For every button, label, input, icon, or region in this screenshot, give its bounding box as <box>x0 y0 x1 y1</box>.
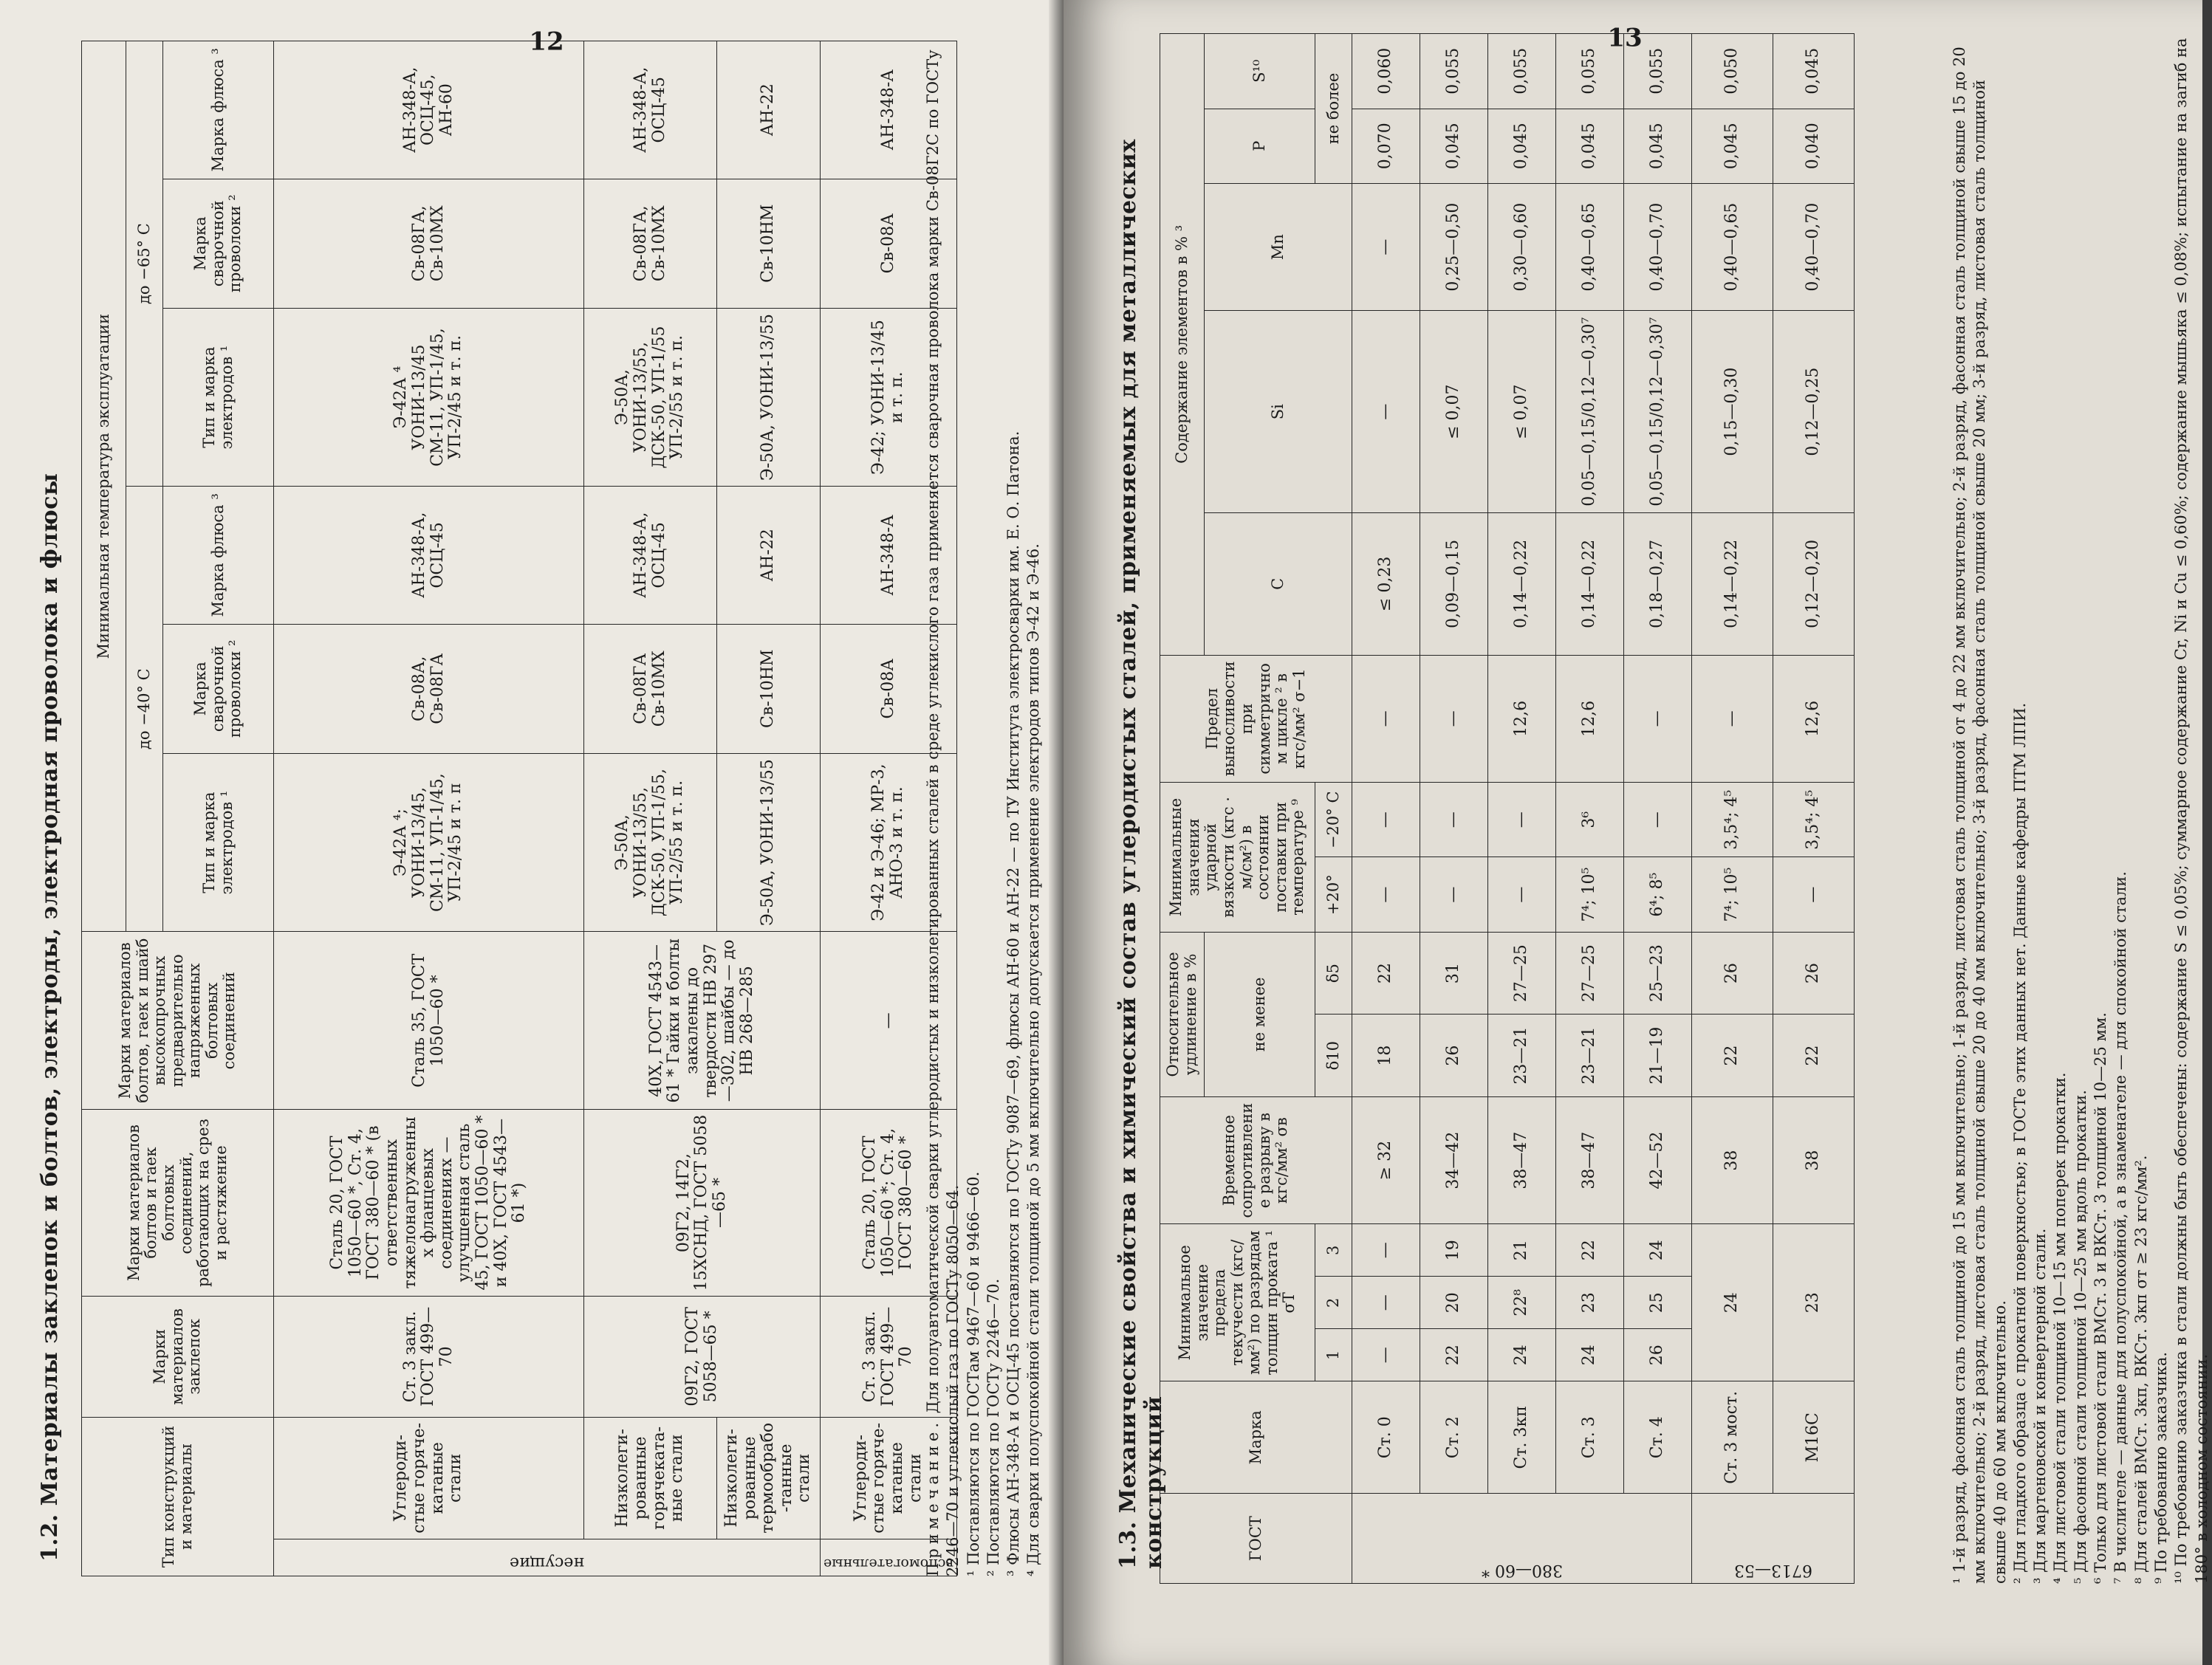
cell-d10: 23—21 <box>1488 1015 1556 1097</box>
col-el65: Тип и марка электродов ¹ <box>163 308 274 486</box>
cell-C: 0,14—0,22 <box>1692 513 1773 656</box>
cell-P: 0,040 <box>1773 109 1855 183</box>
cell-d5: 27—25 <box>1488 932 1556 1015</box>
cell: АН-348-А <box>821 41 957 179</box>
cell: АН-22 <box>717 487 821 624</box>
cell-i20m: 3,5⁴; 4⁵ <box>1773 783 1855 857</box>
cell-y2: 20 <box>1420 1277 1488 1329</box>
cell: Э-42; УОНИ-13/45 и т. п. <box>821 308 957 486</box>
cell-d5: 26 <box>1692 932 1773 1015</box>
cell-C: 0,18—0,27 <box>1624 513 1692 656</box>
cell-i20p: 6⁴; 8⁵ <box>1624 857 1692 932</box>
cell-i20p: — <box>1773 857 1855 932</box>
cell-grade: Ст. 3 <box>1556 1381 1624 1494</box>
col-flux40: Марка флюса ³ <box>163 487 274 624</box>
cell: Сталь 20, ГОСТ 1050—60 *, Ст. 4, ГОСТ 380—60 * (в ответственных тяжелонагруженных фланцевых соединениях — улучшенная сталь 45, ГОСТ 1050—60 * и 40Х, ГОСТ 4543—61 *) <box>274 1110 584 1296</box>
table-row <box>1352 34 1420 1584</box>
cell-Mn: 0,25—0,50 <box>1420 183 1488 310</box>
cell-Mn: 0,30—0,60 <box>1488 183 1556 310</box>
col-wire40: Марка сварочной проволоки ² <box>163 624 274 753</box>
col-to40: до −40° С <box>126 487 163 932</box>
cell-Si: 0,05—0,15/0,12—0,30⁷ <box>1556 311 1624 513</box>
cell-y3: 22 <box>1556 1224 1624 1277</box>
cell: АН-348-А, ОСЦ-45 <box>274 487 584 624</box>
cell-y2: — <box>1352 1277 1420 1329</box>
cell-end: — <box>1352 655 1420 782</box>
cell-P: 0,045 <box>1692 109 1773 183</box>
col-min-temp: Минимальная температура эксплуатации <box>82 41 126 932</box>
cell-d10: 22 <box>1773 1015 1855 1097</box>
cell-S: 0,060 <box>1352 34 1420 109</box>
col-type: Тип конструкций и материалы <box>82 1418 274 1576</box>
footnote: ³ Флюсы АН-348-А и ОСЦ-45 поставляются по ГОСТу 9087—69, флюсы АН-60 и АН-22 — по ТУ Института электросварки им. Е. О. Патона. <box>1004 430 1023 1576</box>
cell: АН-348-А <box>821 487 957 624</box>
table-1-2 <box>81 41 957 1576</box>
cell: АН-22 <box>717 41 821 179</box>
col-grade: Марка <box>1160 1381 1352 1494</box>
cell-y1: 26 <box>1624 1329 1692 1381</box>
cell-P: 0,045 <box>1624 109 1692 183</box>
cell-P: 0,045 <box>1556 109 1624 183</box>
cell-y3: — <box>1352 1224 1420 1277</box>
col-bolts: Марки материалов болтов и гаек болтовых соединений, работающих на срез и растяжение <box>82 1110 274 1296</box>
cell-C: 0,14—0,22 <box>1488 513 1556 656</box>
cell: АН-348-А, ОСЦ-45 <box>584 487 717 624</box>
cell-C: ≤ 0,23 <box>1352 513 1420 656</box>
cell-C: 0,12—0,20 <box>1773 513 1855 656</box>
cell-S: 0,055 <box>1624 34 1692 109</box>
table-row <box>1488 34 1556 1584</box>
cell-i20m: — <box>1488 783 1556 857</box>
cell-y1: — <box>1352 1329 1420 1381</box>
table-row <box>1773 34 1855 1584</box>
cell: Э-50А, УОНИ-13/55 <box>717 753 821 931</box>
cell-tensile: 38—47 <box>1556 1096 1624 1223</box>
footnote: ² Поставляются по ГОСТу 2246—70. <box>984 1278 1002 1576</box>
cell: Св-08А, Св-08ГА <box>274 624 584 753</box>
cell-end: — <box>1692 655 1773 782</box>
table-1-3 <box>1160 33 1855 1584</box>
col-Si: Si <box>1205 311 1352 513</box>
footnote: ⁷ В числителе — данные для полуспокойной, а в знаменателе — для спокойной стали. <box>2112 871 2130 1584</box>
cell-end: 12,6 <box>1488 655 1556 782</box>
col-t20m: −20° С <box>1315 783 1352 857</box>
cell-i20m: 3,5⁴; 4⁵ <box>1692 783 1773 857</box>
footnote: ⁹ По требованию заказчика. <box>2151 1351 2170 1584</box>
cell-S: 0,045 <box>1773 34 1855 109</box>
cell-i20p: — <box>1352 857 1420 932</box>
table-row <box>1692 34 1773 1584</box>
col-d10: δ10 <box>1315 1015 1352 1097</box>
cell-i20m: 3⁶ <box>1556 783 1624 857</box>
cell-y1: 22 <box>1420 1329 1488 1381</box>
cell-y2: 25 <box>1624 1277 1692 1329</box>
cell-d5: 31 <box>1420 932 1488 1015</box>
cell-tensile: 38—47 <box>1488 1096 1556 1223</box>
note-label: Примечание. <box>924 1418 942 1576</box>
col-P: P <box>1205 109 1315 183</box>
cell-y2: 23 <box>1556 1277 1624 1329</box>
cell-y1: 23 <box>1773 1224 1855 1381</box>
cell-grade: Ст. 2 <box>1420 1381 1488 1494</box>
cell-i20p: — <box>1488 857 1556 932</box>
footnote: ¹ 1-й разряд, фасонная сталь толщиной до 15 мм включительно; 1-й разряд, листовая сталь толщиной от 4 до 22 мм включительно; 2-й разряд, фасонная сталь толщиной свыше 15 до 20 мм включительно; 2-й разряд, листовая сталь толщиной свыше 20 до 40 мм включительно; 3-й разряд, фасонная сталь толщиной свыше 20 мм; 3-й разряд, листовая сталь толщиной свыше 40 до 60 мм включительно. <box>1951 47 2009 1584</box>
col-t20p: +20° <box>1315 857 1352 932</box>
col-endurance: Предел выносливости при симметричном цикле ² в кгс/мм² σ−1 <box>1160 655 1352 782</box>
cell: 09Г2, ГОСТ 5058—65 * <box>584 1296 821 1417</box>
col-C: C <box>1205 513 1352 656</box>
cell: Св-10НМ <box>717 179 821 308</box>
group-load: несущие <box>274 1539 821 1576</box>
cell-end: — <box>1420 655 1488 782</box>
cell: АН-348-А, ОСЦ-45 <box>584 41 717 179</box>
table-1-2-notes <box>923 41 1044 1576</box>
col-wire65: Марка сварочной проволоки ² <box>163 179 274 308</box>
cell-y3: 21 <box>1488 1224 1556 1277</box>
col-impact: Минимальные значения ударной вязкости (кгс · м/см²) в состоянии поставки при температуре ⁹ <box>1160 783 1315 933</box>
cell: Сталь 20, ГОСТ 1050—60 *; Ст. 4, ГОСТ 380—60 * <box>821 1110 957 1296</box>
cell: Ст. 3 закл. ГОСТ 499—70 <box>821 1296 957 1417</box>
cell-i20p: 7⁴; 10⁵ <box>1556 857 1624 932</box>
right-page <box>1064 0 2211 1665</box>
cell-tensile: 38 <box>1773 1096 1855 1223</box>
col-not-less: не менее <box>1205 932 1315 1096</box>
table-row <box>1420 34 1488 1584</box>
cell-y3: 19 <box>1420 1224 1488 1277</box>
table-1-3-notes <box>1950 33 2212 1584</box>
cell-tensile: 42—52 <box>1624 1096 1692 1223</box>
table-1-2-title: 1.2. Материалы заклепок и болтов, электроды, электродная проволока и флюсы <box>37 473 63 1562</box>
cell-S: 0,055 <box>1488 34 1556 109</box>
cell: Углероди-стые горяче-катаные стали <box>274 1418 584 1539</box>
footnote: ² Для гладкого образца с прокатной поверхностью; в ГОСТе этих данных нет. Данные кафедры ПТМ ЛПИ. <box>2010 702 2029 1584</box>
col-cat2: 2 <box>1315 1277 1352 1329</box>
cell-d5: 26 <box>1773 932 1855 1015</box>
cell-Si: 0,12—0,25 <box>1773 311 1855 513</box>
gost-group: 6713—53 <box>1692 1494 1855 1584</box>
cell-tensile: 38 <box>1692 1096 1773 1223</box>
col-cat3: 3 <box>1315 1224 1352 1277</box>
cell-tensile: 34—42 <box>1420 1096 1488 1223</box>
footnote: ⁴ Для сварки полуспокойной стали толщиной до 5 мм включительно допускается применение электродов типов Э-42 и Э-46. <box>1024 543 1043 1576</box>
cell-Mn: 0,40—0,70 <box>1773 183 1855 310</box>
cell-grade: Ст. 4 <box>1624 1381 1692 1494</box>
cell: Э-50А, УОНИ-13/55, ДСК-50, УП-1/55, УП-2/55 и т. п. <box>584 753 717 931</box>
col-flux65: Марка флюса ³ <box>163 41 274 179</box>
cell-d10: 21—19 <box>1624 1015 1692 1097</box>
cell-P: 0,045 <box>1488 109 1556 183</box>
col-S: S¹⁰ <box>1205 34 1315 109</box>
cell-grade: Ст. 3кп <box>1488 1381 1556 1494</box>
col-d5: δ5 <box>1315 932 1352 1015</box>
cell: Э-42А ⁴; УОНИ-13/45, СМ-11, УП-1/45, УП-2/45 и т. п <box>274 753 584 931</box>
cell-Mn: 0,40—0,65 <box>1692 183 1773 310</box>
gost-group: 380—60 * <box>1352 1494 1692 1584</box>
cell: 09Г2, 14Г2, 15ХСНД, ГОСТ 5058—65 * <box>584 1110 821 1296</box>
col-not-more: не более <box>1315 34 1352 184</box>
col-rivet: Марки материалов заклепок <box>82 1296 274 1417</box>
cell: Св-10НМ <box>717 624 821 753</box>
cell-end: 12,6 <box>1556 655 1624 782</box>
col-hs-bolts: Марки материалов болтов, гаек и шайб высокопрочных предварительно напряженных болтовых соединений <box>82 932 274 1110</box>
cell-grade: М16С <box>1773 1381 1855 1494</box>
cell-y1: 24 <box>1488 1329 1556 1381</box>
note-text: Для полуавтоматической сварки углеродистых и низколегированных сталей в среде углекислого газа применяется сварочная проволока марки Св-08Г2С по ГОСТу 2246—70 и углекислый газ по ГОСТу 8050—64. <box>924 49 962 1576</box>
cell: Низколеги-рованные термообрабо-танные стали <box>717 1418 821 1539</box>
table-row <box>584 41 717 1576</box>
cell-Si: 0,05—0,15/0,12—0,30⁷ <box>1624 311 1692 513</box>
table-1-3-title: 1.3. Механические свойства и химический состав углеродистых сталей, применяемых для металлических конструкций <box>1115 139 1167 1569</box>
cell: 40Х, ГОСТ 4543—61 * Гайки и болты закалены до твердости НВ 297—302, шайбы — до НВ 268—285 <box>584 932 821 1110</box>
cell-P: 0,045 <box>1420 109 1488 183</box>
cell: Э-42 и Э-46; МР-3, АНО-3 и т. п. <box>821 753 957 931</box>
cell-S: 0,055 <box>1420 34 1488 109</box>
cell-d5: 22 <box>1352 932 1420 1015</box>
cell-Mn: — <box>1352 183 1420 310</box>
page-number-right: 13 <box>1607 23 1643 53</box>
cell-grade: Ст. 0 <box>1352 1381 1420 1494</box>
cell: Св-08А <box>821 624 957 753</box>
cell-d10: 23—21 <box>1556 1015 1624 1097</box>
cell: Сталь 35, ГОСТ 1050—60 * <box>274 932 584 1110</box>
cell-Mn: 0,40—0,70 <box>1624 183 1692 310</box>
cell: Св-08ГА Св-10МХ <box>584 624 717 753</box>
cell-P: 0,070 <box>1352 109 1420 183</box>
col-cat1: 1 <box>1315 1329 1352 1381</box>
cell-y3: 24 <box>1624 1224 1692 1277</box>
table-row <box>1556 34 1624 1584</box>
cell-i20m: — <box>1420 783 1488 857</box>
footnote: ⁶ Только для листовой стали ВМСт. 3 и ВКСт. 3 толщиной 10—25 мм. <box>2092 1012 2110 1584</box>
cell-S: 0,055 <box>1556 34 1624 109</box>
cell-i20m: — <box>1624 783 1692 857</box>
cell-Si: — <box>1352 311 1420 513</box>
footnote: ³ Для мартеновской и конвертерной стали. <box>2031 1228 2050 1584</box>
cell-end: 12,6 <box>1773 655 1855 782</box>
col-Mn: Mn <box>1205 183 1352 310</box>
cell-i20m: — <box>1352 783 1420 857</box>
cell-y1: 24 <box>1692 1224 1773 1381</box>
cell: Св-08ГА, Св-10МХ <box>274 179 584 308</box>
cell-d10: 26 <box>1420 1015 1488 1097</box>
footnote: ¹ Поставляются по ГОСТам 9467—60 и 9466—60. <box>964 1171 982 1576</box>
left-page <box>0 0 1064 1665</box>
col-tensile: Временное сопротивление разрыву в кгс/мм² σв <box>1160 1096 1352 1223</box>
page-number-left: 12 <box>529 27 564 57</box>
col-yield: Минимальное значение предела текучести (кгс/мм²) по разрядам толщин проката ¹ σT <box>1160 1224 1315 1381</box>
footnote: ¹⁰ По требованию заказчика в стали должны быть обеспечены: содержание S ≤ 0,05%; суммарное содержание Cr, Ni и Cu ≤ 0,60%; содержание мышьяка ≤ 0,08%; испытание на загиб на 180° в холодном состоянии. <box>2172 38 2211 1584</box>
col-to65: до −65° С <box>126 41 163 487</box>
cell: Ст. 3 закл. ГОСТ 499—70 <box>274 1296 584 1417</box>
col-gost: ГОСТ <box>1160 1494 1352 1584</box>
cell-d5: 25—23 <box>1624 932 1692 1015</box>
cell-d5: 27—25 <box>1556 932 1624 1015</box>
cell: — <box>821 932 957 1110</box>
cell-d10: 22 <box>1692 1015 1773 1097</box>
cell-S: 0,050 <box>1692 34 1773 109</box>
cell: Углероди-стые горяче-катаные стали <box>821 1418 957 1539</box>
note <box>923 41 964 1576</box>
cell-i20p: — <box>1420 857 1488 932</box>
table-row <box>274 41 584 1576</box>
cell-i20p: 7⁴; 10⁵ <box>1692 857 1773 932</box>
cell: Э-50А, УОНИ-13/55 <box>717 308 821 486</box>
footnote: ⁸ Для сталей ВМСт. 3кп, ВКСт. 3кп σт ≥ 23 кгс/мм². <box>2131 1155 2150 1584</box>
table-row <box>1624 34 1692 1584</box>
cell-d10: 18 <box>1352 1015 1420 1097</box>
cell-y1: 24 <box>1556 1329 1624 1381</box>
cell-tensile: ≥ 32 <box>1352 1096 1420 1223</box>
cell: Св-08ГА, Св-10МХ <box>584 179 717 308</box>
footnote: ⁵ Для фасонной стали толщиной 10—25 мм вдоль прокатки. <box>2071 1090 2089 1584</box>
cell: Э-42А ⁴ УОНИ-13/45 СМ-11, УП-1/45, УП-2/45 и т. п. <box>274 308 584 486</box>
cell-C: 0,09—0,15 <box>1420 513 1488 656</box>
cell-C: 0,14—0,22 <box>1556 513 1624 656</box>
cell-end: — <box>1624 655 1692 782</box>
cell: Низколеги-рованные горячеката-ные стали <box>584 1418 717 1539</box>
group-aux: вспомогательные <box>821 1539 957 1576</box>
col-elong: Относительное удлинение в % <box>1160 932 1205 1096</box>
cell: Э-50А, УОНИ-13/55, ДСК-50, УП-1/55 УП-2/55 и т. п. <box>584 308 717 486</box>
cell-grade: Ст. 3 мост. <box>1692 1381 1773 1494</box>
cell-Si: 0,15—0,30 <box>1692 311 1773 513</box>
cell: Св-08А <box>821 179 957 308</box>
cell-y2: 22⁸ <box>1488 1277 1556 1329</box>
footnote: ⁴ Для листовой стали толщиной 10—15 мм поперек прокатки. <box>2051 1072 2069 1584</box>
col-chem: Содержание элементов в % ³ <box>1160 34 1205 656</box>
cell-Si: ≤ 0,07 <box>1488 311 1556 513</box>
cell-Mn: 0,40—0,65 <box>1556 183 1624 310</box>
col-el40: Тип и марка электродов ¹ <box>163 753 274 931</box>
cell: АН-348-А, ОСЦ-45, АН-60 <box>274 41 584 179</box>
cell-Si: ≤ 0,07 <box>1420 311 1488 513</box>
